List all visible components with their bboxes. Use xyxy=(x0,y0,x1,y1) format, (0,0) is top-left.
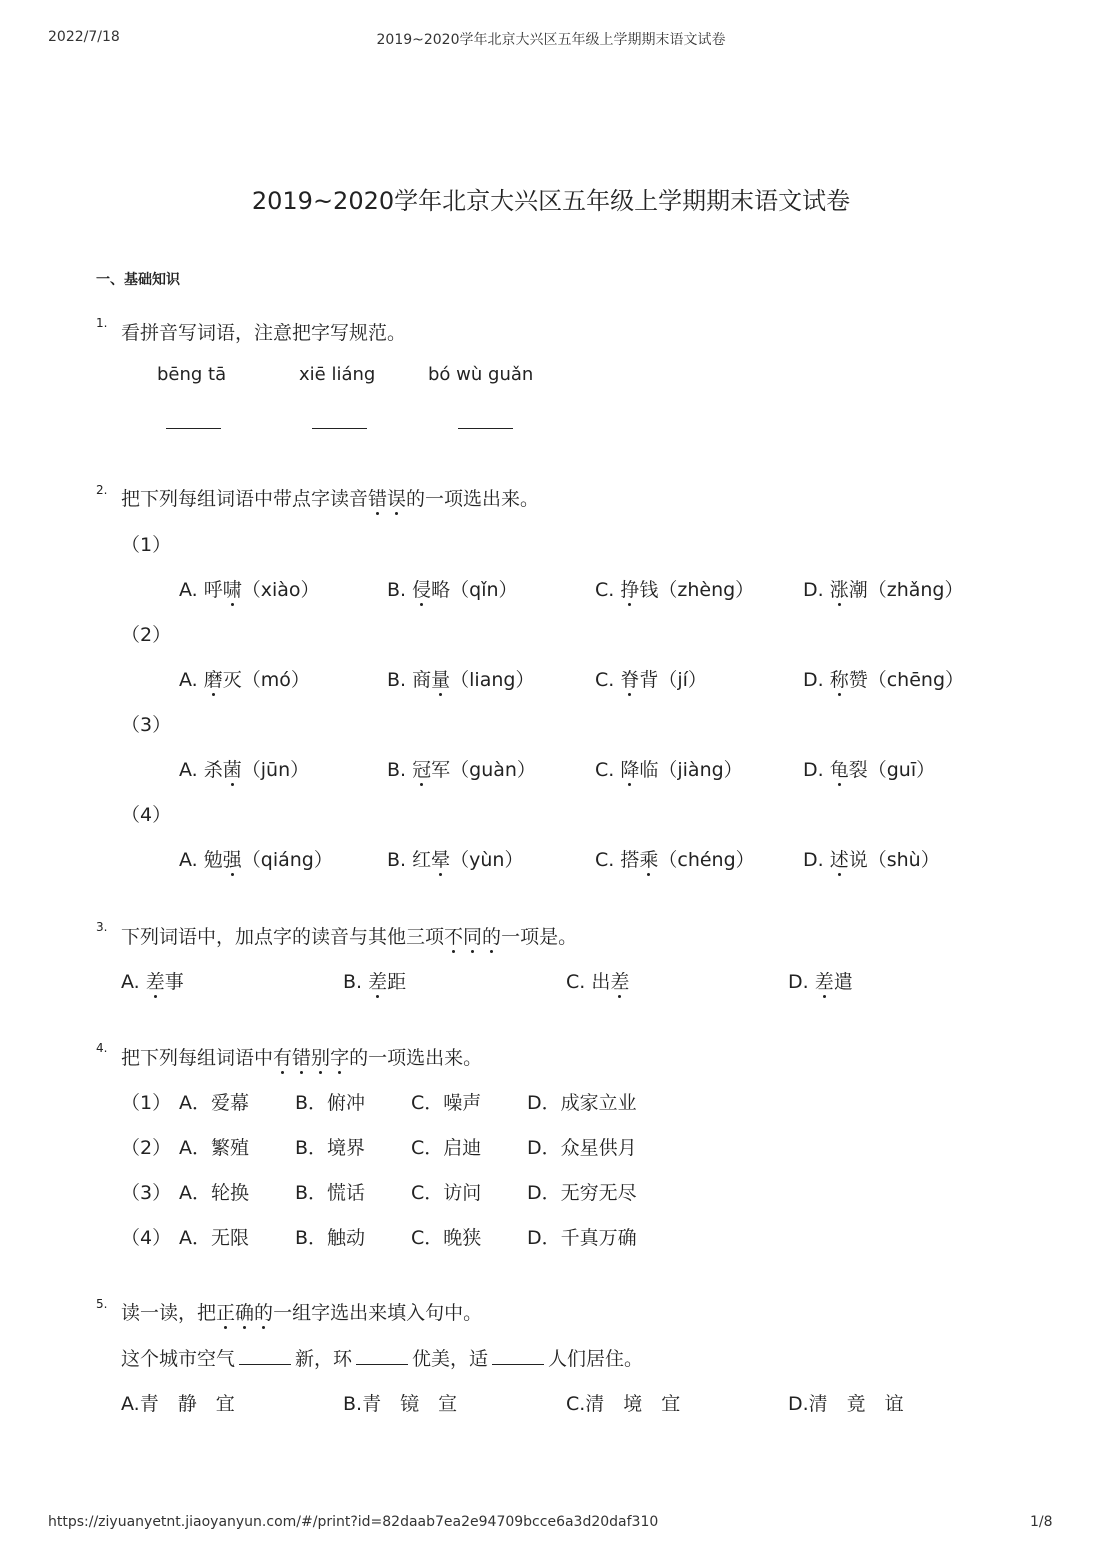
group-label: （4） xyxy=(121,804,172,826)
option[interactable]: A. 差事 xyxy=(121,971,184,993)
option[interactable]: A. 磨灭（mó） xyxy=(179,669,310,691)
group-label: （3） xyxy=(121,714,172,736)
header-doc-title: 2019~2020学年北京大兴区五年级上学期期末语文试卷 xyxy=(376,32,726,48)
option[interactable]: D. 涨潮（zhǎng） xyxy=(803,579,964,601)
option[interactable]: C．启迪 xyxy=(411,1137,482,1159)
group-label: （4） xyxy=(121,1227,172,1249)
option[interactable]: B. 冠军（guàn） xyxy=(387,759,536,781)
option[interactable]: B.青 镜 宣 xyxy=(343,1393,458,1415)
answer-blank[interactable] xyxy=(312,428,367,429)
option[interactable]: C．访问 xyxy=(411,1182,482,1204)
question-number: 1. xyxy=(96,316,108,330)
option[interactable]: C. 脊背（jí） xyxy=(595,669,707,691)
footer-url[interactable]: https://ziyuanyetnt.jiaoyanyun.com/#/print?id=82daab7ea2e94709bcce6a3d20daf310 xyxy=(48,1514,659,1530)
page-title: 2019~2020学年北京大兴区五年级上学期期末语文试卷 xyxy=(251,187,851,215)
pinyin-item: bēng tā xyxy=(157,364,227,385)
group-label: （2） xyxy=(121,624,172,646)
option[interactable]: C.清 境 宜 xyxy=(566,1393,681,1415)
group-label: （1） xyxy=(121,1092,172,1114)
fill-sentence: 这个城市空气 新，环 优美，适 人们居住。 xyxy=(121,1348,644,1370)
question-text: 把下列每组词语中有错别字的一项选出来。 xyxy=(121,1047,483,1069)
group-label: （1） xyxy=(121,534,172,556)
option[interactable]: C．晚狭 xyxy=(411,1227,482,1249)
option[interactable]: D. 龟裂（guī） xyxy=(803,759,936,781)
option[interactable]: A. 杀菌（jūn） xyxy=(179,759,310,781)
option[interactable]: B．俯冲 xyxy=(295,1092,366,1114)
option[interactable]: B. 差距 xyxy=(343,971,407,993)
question-number: 4. xyxy=(96,1041,108,1055)
option[interactable]: D. 差遣 xyxy=(788,971,853,993)
option[interactable]: D.清 竟 谊 xyxy=(788,1393,904,1415)
question-number: 2. xyxy=(96,483,108,497)
option[interactable]: A．繁殖 xyxy=(179,1137,249,1159)
option[interactable]: C. 挣钱（zhèng） xyxy=(595,579,755,601)
answer-blank[interactable] xyxy=(458,428,513,429)
option[interactable]: B. 红晕（yùn） xyxy=(387,849,524,871)
option[interactable]: B．触动 xyxy=(295,1227,366,1249)
question-text: 读一读，把正确的一组字选出来填入句中。 xyxy=(121,1302,483,1324)
option[interactable]: A.青 静 宜 xyxy=(121,1393,235,1415)
question-number: 5. xyxy=(96,1297,108,1311)
question-number: 3. xyxy=(96,920,108,934)
option[interactable]: C．噪声 xyxy=(411,1092,482,1114)
option[interactable]: D．千真万确 xyxy=(527,1227,637,1249)
option[interactable]: D．无穷无尽 xyxy=(527,1182,637,1204)
option[interactable]: B．境界 xyxy=(295,1137,366,1159)
question-text: 把下列每组词语中带点字读音错误的一项选出来。 xyxy=(121,488,540,510)
option[interactable]: A. 呼啸（xiào） xyxy=(179,579,320,601)
option[interactable]: D．众星供月 xyxy=(527,1137,637,1159)
pinyin-item: bó wù guǎn xyxy=(428,364,534,385)
answer-blank[interactable] xyxy=(356,1350,408,1365)
pinyin-item: xiē liáng xyxy=(299,364,376,385)
option[interactable]: A．无限 xyxy=(179,1227,249,1249)
option[interactable]: C. 降临（jiàng） xyxy=(595,759,743,781)
option[interactable]: A．轮换 xyxy=(179,1182,249,1204)
option[interactable]: D．成家立业 xyxy=(527,1092,637,1114)
option[interactable]: C. 搭乘（chéng） xyxy=(595,849,755,871)
answer-blank[interactable] xyxy=(239,1350,291,1365)
option[interactable]: D. 称赞（chēng） xyxy=(803,669,965,691)
header-date: 2022/7/18 xyxy=(48,29,120,45)
answer-blank[interactable] xyxy=(492,1350,544,1365)
option[interactable]: B．慌话 xyxy=(295,1182,366,1204)
option[interactable]: B. 商量（liang） xyxy=(387,669,535,691)
question-text: 看拼音写词语，注意把字写规范。 xyxy=(121,322,407,344)
group-label: （2） xyxy=(121,1137,172,1159)
option[interactable]: B. 侵略（qǐn） xyxy=(387,579,518,601)
answer-blank[interactable] xyxy=(166,428,221,429)
option[interactable]: A．爱幕 xyxy=(179,1092,249,1114)
question-text: 下列词语中，加点字的读音与其他三项不同的一项是。 xyxy=(121,926,578,948)
option[interactable]: A. 勉强（qiáng） xyxy=(179,849,333,871)
option[interactable]: D. 述说（shù） xyxy=(803,849,940,871)
group-label: （3） xyxy=(121,1182,172,1204)
section-heading: 一、基础知识 xyxy=(96,272,180,288)
page-number: 1/8 xyxy=(1030,1514,1053,1530)
option[interactable]: C. 出差 xyxy=(566,971,630,993)
